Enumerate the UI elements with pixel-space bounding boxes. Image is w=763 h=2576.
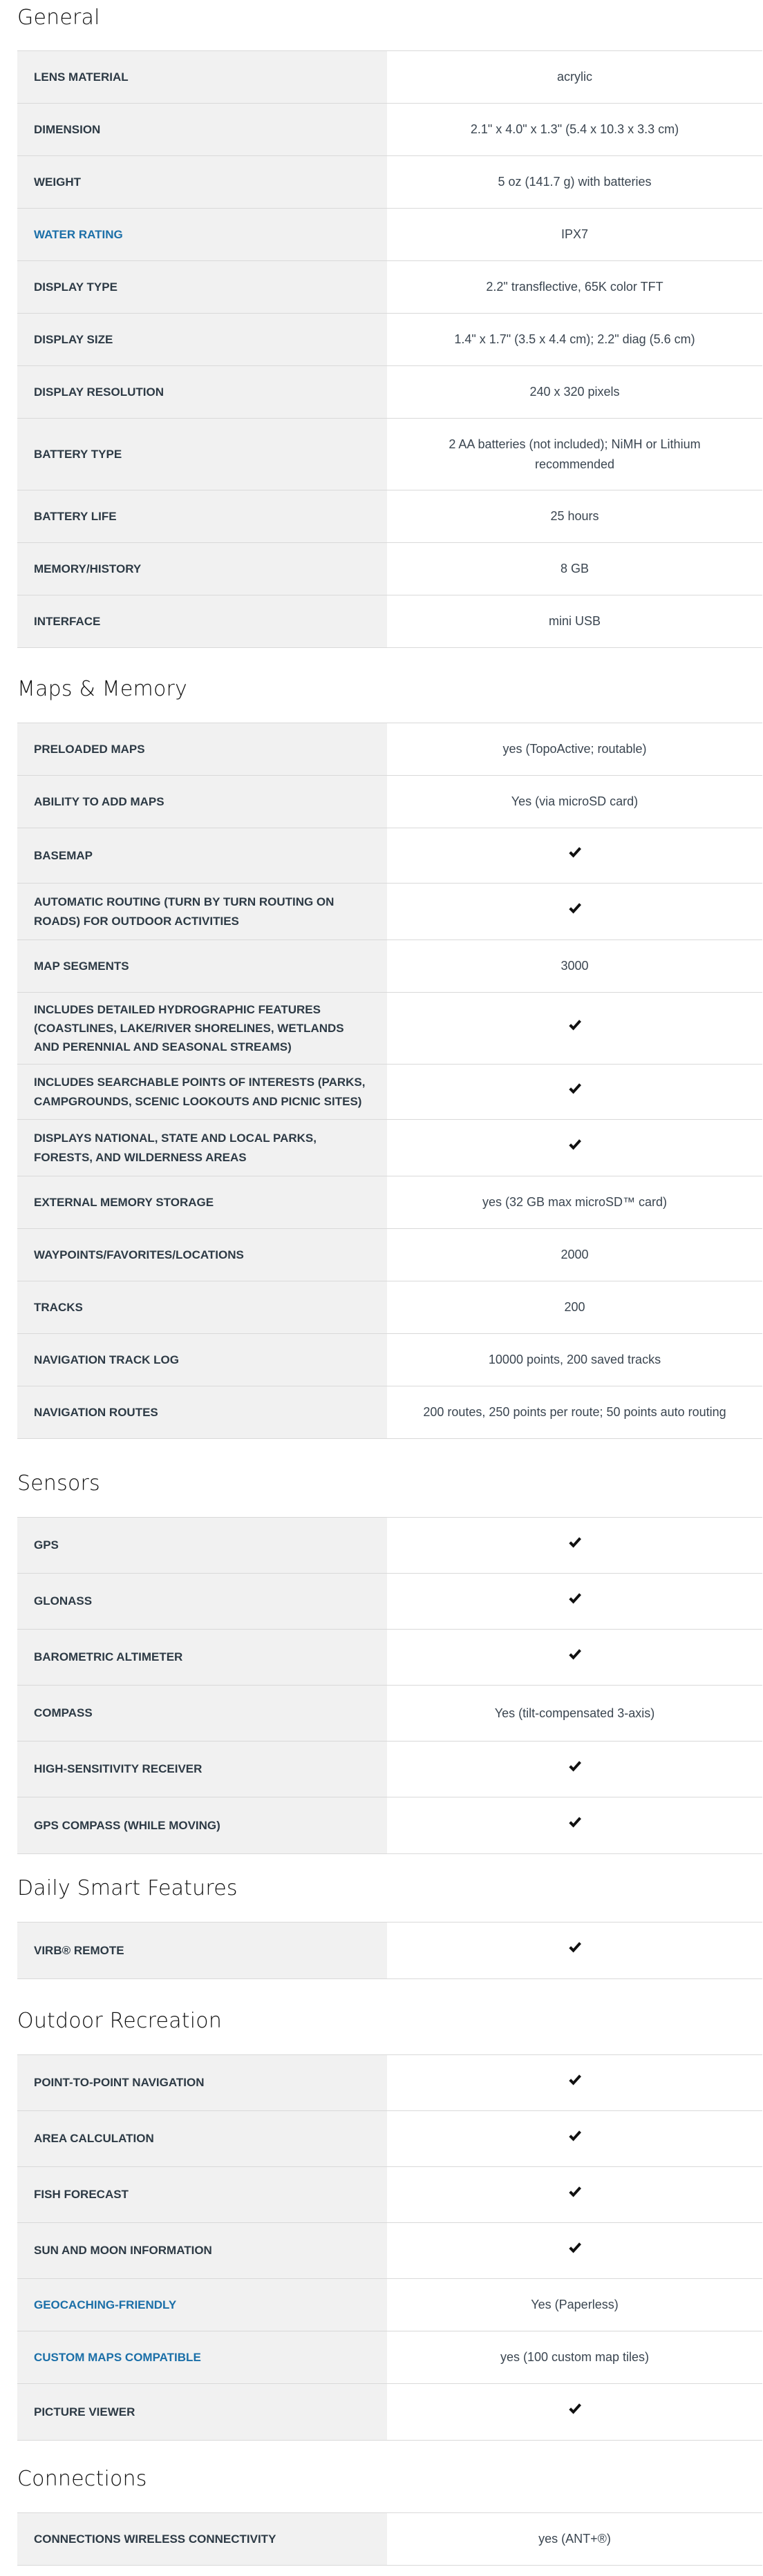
spec-label-fish-forecast: FISH FORECAST xyxy=(17,2167,387,2223)
spec-label-gps-compass-while-moving: GPS COMPASS (WHILE MOVING) xyxy=(17,1797,387,1854)
spec-label-display-size: DISPLAY SIZE xyxy=(17,314,387,366)
spec-label-interface: INTERFACE xyxy=(17,595,387,648)
spec-label-water-rating[interactable]: WATER RATING xyxy=(17,209,387,261)
checkmark-icon xyxy=(567,1591,583,1606)
spec-value: 10000 points, 200 saved tracks xyxy=(488,1353,661,1367)
spec-label-glonass: GLONASS xyxy=(17,1574,387,1630)
spec-row xyxy=(17,2223,762,2279)
section-title-general: General xyxy=(17,6,100,30)
spec-value: 1.4" x 1.7" (3.5 x 4.4 cm); 2.2" diag (5.6 cm) xyxy=(454,332,695,347)
spec-value xyxy=(387,1630,762,1686)
spec-value: yes (32 GB max microSD™ card) xyxy=(482,1195,668,1210)
checkmark-icon xyxy=(567,1081,583,1096)
spec-label-includes-searchable-points-of-interests-parks-campgrounds-scenic-lookouts-and-picnic-sites: INCLUDES SEARCHABLE POINTS OF INTERESTS (PARKS, CAMPGROUNDS, SCENIC LOOKOUTS AND PICNIC SITES) xyxy=(17,1065,387,1120)
spec-value: 2.1" x 4.0" x 1.3" (5.4 x 10.3 x 3.3 cm) xyxy=(470,122,679,137)
spec-value xyxy=(387,1574,762,1630)
spec-row xyxy=(17,2167,762,2223)
spec-label-battery-type: BATTERY TYPE xyxy=(17,419,387,490)
spec-label-automatic-routing-turn-by-turn-routing-on-roads-for-outdoor-activities: AUTOMATIC ROUTING (TURN BY TURN ROUTING ON ROADS) FOR OUTDOOR ACTIVITIES xyxy=(17,884,387,940)
spec-row xyxy=(17,490,762,543)
checkmark-icon xyxy=(567,2128,583,2144)
spec-value: 8 GB xyxy=(560,562,590,576)
spec-label-dimension: DIMENSION xyxy=(17,104,387,156)
spec-label-sun-and-moon-information: SUN AND MOON INFORMATION xyxy=(17,2223,387,2279)
spec-label-display-resolution: DISPLAY RESOLUTION xyxy=(17,366,387,419)
checkmark-icon xyxy=(567,2401,583,2416)
spec-value xyxy=(387,2223,762,2279)
spec-row xyxy=(17,1923,762,1979)
spec-row xyxy=(17,776,762,828)
spec-row xyxy=(17,884,762,940)
spec-row xyxy=(17,1518,762,1574)
spec-value xyxy=(387,1742,762,1797)
spec-value: Yes (via microSD card) xyxy=(511,794,639,809)
section-title-sensors: Sensors xyxy=(17,1471,100,1496)
spec-label-picture-viewer: PICTURE VIEWER xyxy=(17,2384,387,2441)
spec-label-point-to-point-navigation: POINT-TO-POINT NAVIGATION xyxy=(17,2055,387,2111)
spec-row xyxy=(17,1797,762,1854)
spec-row xyxy=(17,1686,762,1742)
spec-value: 25 hours xyxy=(550,509,599,524)
spec-row xyxy=(17,595,762,648)
spec-label-navigation-track-log: NAVIGATION TRACK LOG xyxy=(17,1334,387,1386)
checkmark-icon xyxy=(567,1018,583,1033)
spec-label-display-type: DISPLAY TYPE xyxy=(17,261,387,314)
spec-value xyxy=(387,1797,762,1854)
spec-row xyxy=(17,261,762,314)
checkmark-icon xyxy=(567,901,583,916)
spec-label-waypoints-favorites-locations: WAYPOINTS/FAVORITES/LOCATIONS xyxy=(17,1229,387,1281)
spec-value: yes (ANT+®) xyxy=(538,2532,611,2546)
spec-row xyxy=(17,156,762,209)
spec-table-general xyxy=(17,50,762,648)
spec-row xyxy=(17,1281,762,1334)
spec-label-displays-national-state-and-local-parks-forests-and-wilderness-areas: DISPLAYS NATIONAL, STATE AND LOCAL PARKS, FORESTS, AND WILDERNESS AREAS xyxy=(17,1120,387,1176)
spec-label-memory-history: MEMORY/HISTORY xyxy=(17,543,387,595)
spec-value xyxy=(387,1923,762,1979)
spec-label-navigation-routes: NAVIGATION ROUTES xyxy=(17,1386,387,1439)
spec-row xyxy=(17,993,762,1065)
spec-row xyxy=(17,2331,762,2384)
spec-value xyxy=(387,993,762,1065)
spec-label-geocaching-friendly[interactable]: GEOCACHING-FRIENDLY xyxy=(17,2279,387,2331)
spec-row xyxy=(17,314,762,366)
spec-row xyxy=(17,940,762,993)
spec-table-sensors xyxy=(17,1517,762,1854)
checkmark-icon xyxy=(567,1647,583,1662)
checkmark-icon xyxy=(567,1137,583,1152)
spec-row xyxy=(17,1176,762,1229)
spec-value: mini USB xyxy=(548,614,601,629)
spec-table-connections xyxy=(17,2512,762,2566)
checkmark-icon xyxy=(567,1759,583,1774)
spec-label-lens-material: LENS MATERIAL xyxy=(17,51,387,104)
spec-row xyxy=(17,723,762,776)
spec-row xyxy=(17,1742,762,1797)
spec-label-compass: COMPASS xyxy=(17,1686,387,1742)
checkmark-icon xyxy=(567,1815,583,1830)
spec-row xyxy=(17,1229,762,1281)
spec-row xyxy=(17,2279,762,2331)
spec-label-basemap: BASEMAP xyxy=(17,828,387,884)
spec-table-maps-memory xyxy=(17,723,762,1439)
spec-row xyxy=(17,828,762,884)
spec-row xyxy=(17,1574,762,1630)
spec-value: IPX7 xyxy=(561,227,589,242)
spec-value: 200 routes, 250 points per route; 50 points auto routing xyxy=(423,1405,726,1420)
spec-label-barometric-altimeter: BAROMETRIC ALTIMETER xyxy=(17,1630,387,1686)
checkmark-icon xyxy=(567,845,583,860)
spec-value xyxy=(387,884,762,940)
spec-row xyxy=(17,1386,762,1439)
spec-value: 5 oz (141.7 g) with batteries xyxy=(498,175,652,189)
spec-label-virb-remote: VIRB® REMOTE xyxy=(17,1923,387,1979)
spec-value xyxy=(387,2055,762,2111)
spec-row xyxy=(17,419,762,490)
spec-label-map-segments: MAP SEGMENTS xyxy=(17,940,387,993)
spec-value: 2.2" transflective, 65K color TFT xyxy=(486,280,663,294)
spec-value: yes (TopoActive; routable) xyxy=(502,742,647,756)
section-title-daily-smart-features: Daily Smart Features xyxy=(17,1876,238,1900)
spec-row xyxy=(17,1065,762,1120)
spec-row xyxy=(17,51,762,104)
spec-label-custom-maps-compatible[interactable]: CUSTOM MAPS COMPATIBLE xyxy=(17,2331,387,2384)
spec-value: Yes (tilt-compensated 3-axis) xyxy=(494,1706,655,1720)
spec-label-high-sensitivity-receiver: HIGH-SENSITIVITY RECEIVER xyxy=(17,1742,387,1797)
spec-label-battery-life: BATTERY LIFE xyxy=(17,490,387,543)
spec-label-preloaded-maps: PRELOADED MAPS xyxy=(17,723,387,776)
spec-label-includes-detailed-hydrographic-features-coastlines-lake-river-shorelines-wetlands-and-perennial-and-seasonal-streams: INCLUDES DETAILED HYDROGRAPHIC FEATURES (COASTLINES, LAKE/RIVER SHORELINES, WETLANDS AND PERENNIAL AND SEASONAL STREAMS) xyxy=(17,993,387,1065)
spec-label-gps: GPS xyxy=(17,1518,387,1574)
spec-row xyxy=(17,543,762,595)
spec-value xyxy=(387,1065,762,1120)
spec-table-outdoor-recreation xyxy=(17,2054,762,2441)
spec-value: yes (100 custom map tiles) xyxy=(500,2350,650,2365)
checkmark-icon xyxy=(567,1940,583,1955)
spec-row xyxy=(17,2513,762,2566)
spec-row xyxy=(17,366,762,419)
spec-value: 240 x 320 pixels xyxy=(529,385,620,399)
checkmark-icon xyxy=(567,2184,583,2200)
checkmark-icon xyxy=(567,2072,583,2088)
spec-row xyxy=(17,2111,762,2167)
spec-value: Yes (Paperless) xyxy=(531,2298,619,2312)
section-title-outdoor-recreation: Outdoor Recreation xyxy=(17,2009,223,2033)
spec-label-external-memory-storage: EXTERNAL MEMORY STORAGE xyxy=(17,1176,387,1229)
spec-row xyxy=(17,1120,762,1176)
spec-row xyxy=(17,2384,762,2441)
spec-label-weight: WEIGHT xyxy=(17,156,387,209)
spec-value xyxy=(387,1120,762,1176)
spec-value: acrylic xyxy=(556,70,592,84)
spec-table-daily-smart-features xyxy=(17,1922,762,1979)
spec-value xyxy=(387,828,762,884)
spec-row xyxy=(17,104,762,156)
spec-row xyxy=(17,1334,762,1386)
spec-row xyxy=(17,1630,762,1686)
checkmark-icon xyxy=(567,2240,583,2255)
spec-row xyxy=(17,209,762,261)
spec-value xyxy=(387,2167,762,2223)
spec-value: 200 xyxy=(564,1300,585,1315)
checkmark-icon xyxy=(567,1535,583,1550)
spec-label-connections-wireless-connectivity: CONNECTIONS WIRELESS CONNECTIVITY xyxy=(17,2513,387,2566)
spec-row xyxy=(17,2055,762,2111)
section-title-maps-memory: Maps & Memory xyxy=(17,677,188,701)
spec-value xyxy=(387,2384,762,2441)
spec-value: 3000 xyxy=(561,959,589,973)
spec-value: 2000 xyxy=(561,1248,589,1262)
spec-value xyxy=(387,2111,762,2167)
spec-value xyxy=(387,1518,762,1574)
section-title-connections: Connections xyxy=(17,2467,147,2491)
spec-value: 2 AA batteries (not included); NiMH or Lithium recommended xyxy=(449,437,701,471)
spec-label-tracks: TRACKS xyxy=(17,1281,387,1334)
spec-label-ability-to-add-maps: ABILITY TO ADD MAPS xyxy=(17,776,387,828)
spec-label-area-calculation: AREA CALCULATION xyxy=(17,2111,387,2167)
